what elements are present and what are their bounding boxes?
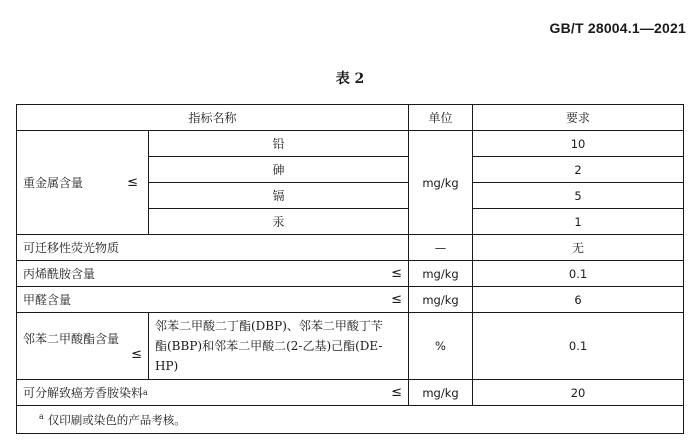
row-value: 20 [473, 380, 684, 406]
less-equal-symbol: ≤ [391, 266, 403, 281]
footnote-mark: a [143, 388, 148, 397]
row-name-cell [17, 287, 409, 313]
phthalate-unit: % [409, 313, 473, 380]
metal-value: 1 [473, 209, 684, 235]
table-row [17, 287, 684, 313]
row-value: 6 [473, 287, 684, 313]
phthalate-label: 邻苯二甲酸酯含量 [23, 332, 120, 346]
table-note [17, 406, 684, 434]
header-indicator: 指标名称 [17, 105, 409, 131]
row-name: 可分解致癌芳香胺染料 [23, 386, 144, 400]
phthalate-description-line: 酯(BBP)和邻苯二甲酸二(2-乙基)己酯(DE- [155, 339, 383, 353]
heavy-metal-row [17, 131, 684, 157]
table-title: 表 2 [335, 71, 365, 87]
row-name-cell [17, 261, 409, 287]
less-equal-symbol: ≤ [391, 385, 403, 400]
less-equal-symbol: ≤ [127, 175, 138, 190]
row-unit: — [409, 235, 473, 261]
row-unit: mg/kg [409, 380, 473, 406]
metal-name: 镉 [149, 183, 409, 209]
table-row [17, 261, 684, 287]
table-row [17, 380, 684, 406]
phthalate-description-line: HP) [155, 359, 179, 373]
phthalate-description [149, 313, 409, 380]
metal-value: 5 [473, 183, 684, 209]
phthalate-row [17, 313, 684, 380]
less-equal-symbol: ≤ [131, 347, 142, 362]
row-name: 甲醛含量 [23, 293, 72, 307]
header-requirement: 要求 [473, 105, 684, 131]
row-unit: mg/kg [409, 261, 473, 287]
metal-name: 铅 [149, 131, 409, 157]
standard-code: GB/T 28004.1—2021 [549, 20, 686, 36]
row-value: 无 [473, 235, 684, 261]
row-name-cell [17, 380, 409, 406]
heavy-metals-label: 重金属含量 [23, 176, 84, 190]
header-unit: 单位 [409, 105, 473, 131]
table-note-row [17, 406, 684, 434]
table-header-row [17, 105, 684, 131]
row-name: 丙烯酰胺含量 [23, 267, 96, 281]
phthalate-description-line: 邻苯二甲酸二丁酯(DBP)、邻苯二甲酸丁苄 [155, 319, 383, 333]
metal-name: 汞 [149, 209, 409, 235]
metal-value: 2 [473, 157, 684, 183]
row-unit: mg/kg [409, 287, 473, 313]
metal-name: 砷 [149, 157, 409, 183]
table-row [17, 235, 684, 261]
less-equal-symbol: ≤ [391, 292, 403, 307]
phthalate-label-cell [17, 313, 149, 380]
row-value: 0.1 [473, 261, 684, 287]
note-mark: a [39, 411, 44, 421]
heavy-metals-unit: mg/kg [409, 131, 473, 235]
requirements-table [16, 104, 684, 434]
metal-value: 10 [473, 131, 684, 157]
phthalate-value: 0.1 [473, 313, 684, 380]
heavy-metals-label-cell [17, 131, 149, 235]
row-name: 可迁移性荧光物质 [17, 235, 409, 261]
note-text: 仅印刷或染色的产品考核。 [47, 412, 186, 427]
